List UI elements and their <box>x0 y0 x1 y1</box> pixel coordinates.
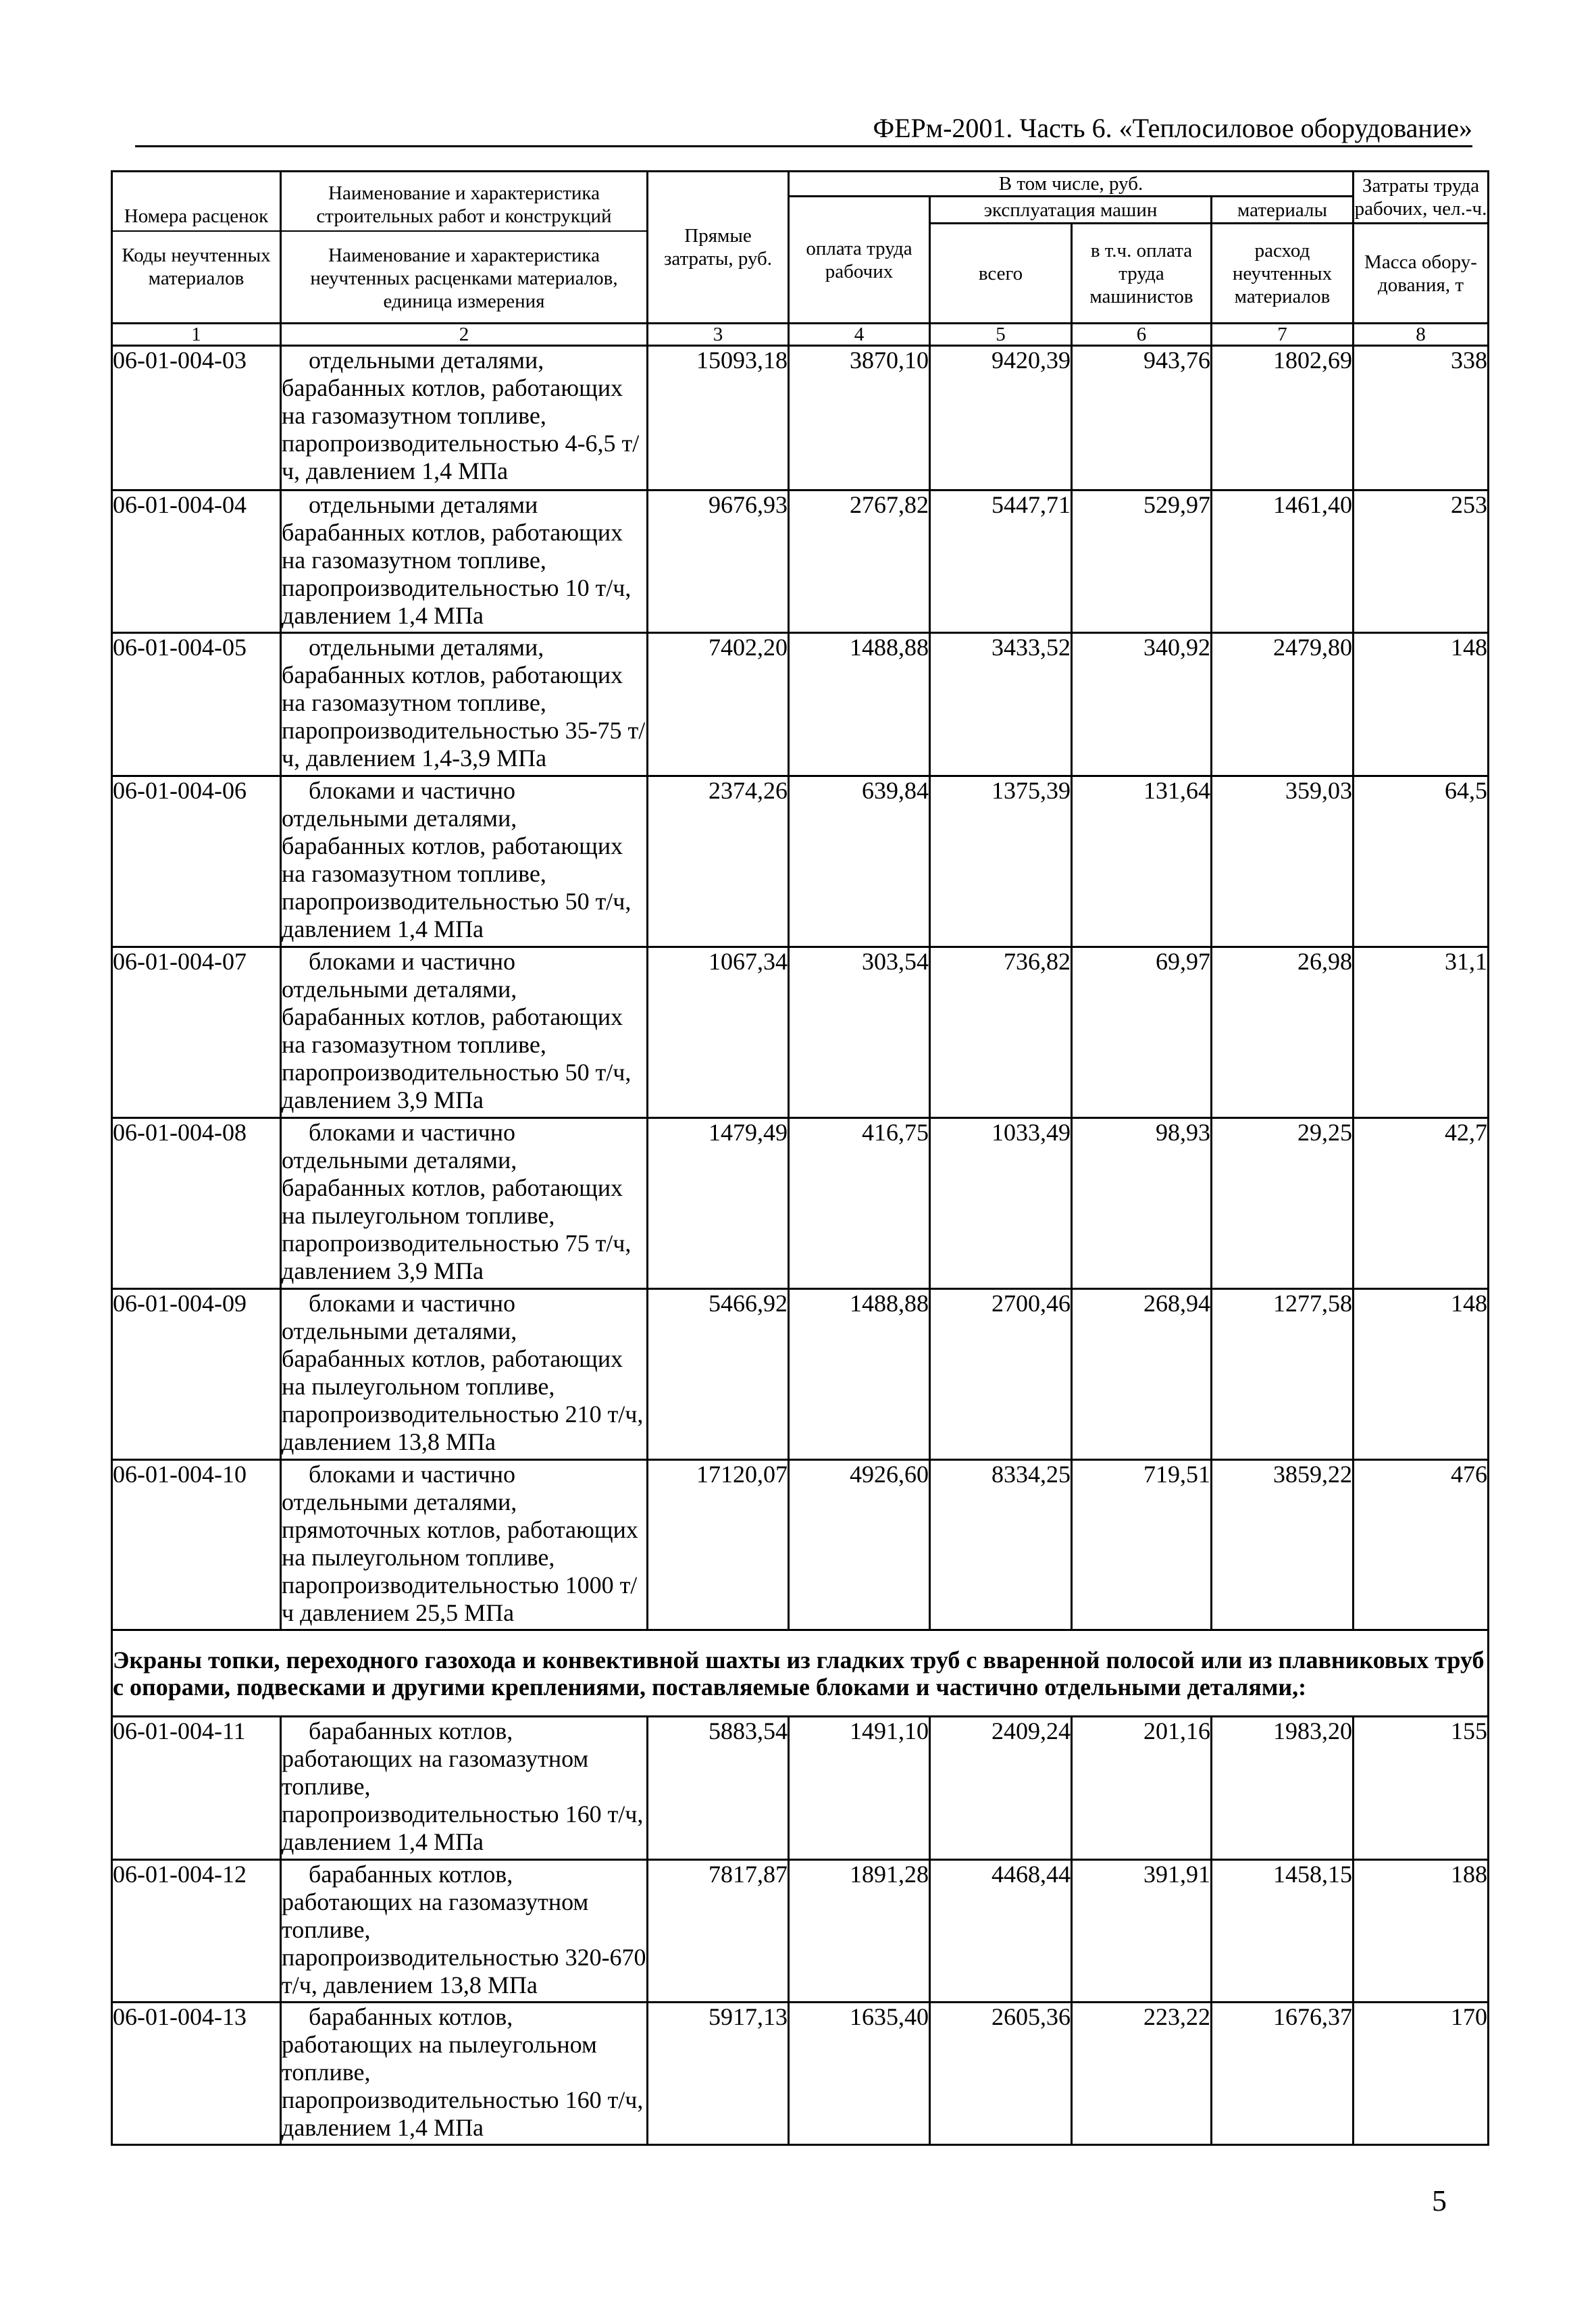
wages: 2767,82 <box>789 491 930 633</box>
materials: 3859,22 <box>1212 1460 1354 1630</box>
rate-code: 06-01-004-07 <box>112 947 281 1118</box>
description-rest: отдельными деталями, барабанных котлов, работающих на пылеугольном топливе, паропроизводительностью 75 т/ч, давлением 3,9 МПа <box>282 1147 632 1284</box>
work-description <box>281 1289 648 1460</box>
description-rest: барабанных котлов, работающих на газомазутном топливе, паропроизводительностью 10 т/ч, давлением 1,4 МПа <box>282 519 632 629</box>
machines-total: 736,82 <box>930 947 1072 1118</box>
machines-total: 9420,39 <box>930 346 1072 491</box>
work-description <box>281 2003 648 2145</box>
materials: 26,98 <box>1212 947 1354 1118</box>
header-wages: оплата труда рабочих <box>789 197 930 324</box>
work-description <box>281 776 648 947</box>
materials: 1458,15 <box>1212 1860 1354 2003</box>
rate-code: 06-01-004-06 <box>112 776 281 947</box>
table-row <box>112 776 1489 947</box>
machines-total: 2700,46 <box>930 1289 1072 1460</box>
rate-code: 06-01-004-03 <box>112 346 281 491</box>
labor-costs: 476 <box>1354 1460 1489 1630</box>
wages: 1635,40 <box>789 2003 930 2145</box>
col-number: 2 <box>281 324 648 346</box>
labor-costs: 148 <box>1354 633 1489 776</box>
wages: 4926,60 <box>789 1460 930 1630</box>
labor-costs: 42,7 <box>1354 1118 1489 1289</box>
col-number: 7 <box>1212 324 1354 346</box>
header-col2-top: Наименование и характеристика строительных работ и конструкций <box>282 182 646 232</box>
header-equipment-mass: Масса обору-дования, т <box>1354 224 1489 324</box>
description-rest: работающих на пылеугольном топливе, паропроизводительностью 160 т/ч, давлением 1,4 МПа <box>282 2031 644 2141</box>
col-number: 3 <box>648 324 789 346</box>
machines-total: 2605,36 <box>930 2003 1072 2145</box>
machinists-wages: 98,93 <box>1072 1118 1212 1289</box>
table-row <box>112 1118 1489 1289</box>
direct-costs: 7817,87 <box>648 1860 789 2003</box>
rate-code: 06-01-004-05 <box>112 633 281 776</box>
labor-costs: 64,5 <box>1354 776 1489 947</box>
machines-total: 1033,49 <box>930 1118 1072 1289</box>
direct-costs: 1479,49 <box>648 1118 789 1289</box>
col-number: 4 <box>789 324 930 346</box>
work-description <box>281 1717 648 1860</box>
header-col1-top: Номера расценок <box>113 205 280 232</box>
table-row <box>112 1460 1489 1630</box>
rate-code: 06-01-004-04 <box>112 491 281 633</box>
wages: 1488,88 <box>789 1289 930 1460</box>
materials: 2479,80 <box>1212 633 1354 776</box>
header-materials-group: материалы <box>1212 197 1354 224</box>
labor-costs: 338 <box>1354 346 1489 491</box>
work-description <box>281 1460 648 1630</box>
table-row <box>112 1289 1489 1460</box>
machinists-wages: 529,97 <box>1072 491 1212 633</box>
rates-table <box>111 170 1489 2146</box>
description-rest: барабанных котлов, работающих на газомазутном топливе, паропроизводительностью 35-75 т/ч, давлением 1,4-3,9 МПа <box>282 661 646 772</box>
machines-total: 5447,71 <box>930 491 1072 633</box>
work-description <box>281 947 648 1118</box>
work-description <box>281 633 648 776</box>
table-row <box>112 1717 1489 1860</box>
labor-costs: 253 <box>1354 491 1489 633</box>
table-row <box>112 346 1489 491</box>
page-header: ФЕРм-2001. Часть 6. «Теплосиловое оборудование» <box>873 113 1472 143</box>
wages: 3870,10 <box>789 346 930 491</box>
machinists-wages: 391,91 <box>1072 1860 1212 2003</box>
header-including: В том числе, руб. <box>789 172 1354 197</box>
rate-code: 06-01-004-13 <box>112 2003 281 2145</box>
wages: 1491,10 <box>789 1717 930 1860</box>
description-rest: барабанных котлов, работающих на газомазутном топливе, паропроизводительностью 4-6,5 т/ч, давлением 1,4 МПа <box>282 374 640 484</box>
materials: 1802,69 <box>1212 346 1354 491</box>
description-rest: отдельными деталями, прямоточных котлов, работающих на пылеугольном топливе, паропроизводительностью 1000 т/ч давлением 25,5 МПа <box>282 1488 638 1626</box>
description-rest: отдельными деталями, барабанных котлов, работающих на газомазутном топливе, паропроизводительностью 50 т/ч, давлением 1,4 МПа <box>282 805 632 942</box>
description-first-line: отдельными деталями <box>309 491 538 518</box>
machinists-wages: 223,22 <box>1072 2003 1212 2145</box>
header-machines-group: эксплуатация машин <box>930 197 1212 224</box>
description-rest: работающих на газомазутном топливе, паропроизводительностью 160 т/ч, давлением 1,4 МПа <box>282 1745 644 1855</box>
header-col1-bottom: Коды неучтенных материалов <box>122 245 271 289</box>
table-row <box>112 491 1489 633</box>
labor-costs: 188 <box>1354 1860 1489 2003</box>
machinists-wages: 340,92 <box>1072 633 1212 776</box>
col-number: 5 <box>930 324 1072 346</box>
description-first-line: блоками и частично <box>309 777 516 804</box>
direct-costs: 1067,34 <box>648 947 789 1118</box>
work-description <box>281 491 648 633</box>
description-rest: работающих на газомазутном топливе, паропроизводительностью 320-670 т/ч, давлением 13,8 МПа <box>282 1888 646 1998</box>
description-first-line: блоками и частично <box>309 1119 516 1146</box>
header-labor-costs: Затраты труда рабочих, чел.-ч. <box>1354 172 1489 224</box>
description-first-line: барабанных котлов, <box>309 1717 513 1744</box>
machines-total: 1375,39 <box>930 776 1072 947</box>
description-first-line: блоками и частично <box>309 948 516 975</box>
wages: 639,84 <box>789 776 930 947</box>
labor-costs: 31,1 <box>1354 947 1489 1118</box>
table-row <box>112 2003 1489 2145</box>
rate-code: 06-01-004-08 <box>112 1118 281 1289</box>
table-row <box>112 1860 1489 2003</box>
table-row <box>112 947 1489 1118</box>
materials: 1983,20 <box>1212 1717 1354 1860</box>
description-first-line: блоками и частично <box>309 1290 516 1317</box>
header-machinists-wages: в т.ч. оплата труда машинистов <box>1072 224 1212 324</box>
section-heading: Экраны топки, переходного газохода и конвективной шахты из гладких труб с вваренной полосой или из плавниковых труб с опорами, подвесками и другими креплениями, поставляемые блоками и частично отдельными деталями,: <box>112 1630 1489 1717</box>
machinists-wages: 69,97 <box>1072 947 1212 1118</box>
description-first-line: отдельными деталями, <box>309 634 544 661</box>
direct-costs: 9676,93 <box>648 491 789 633</box>
direct-costs: 7402,20 <box>648 633 789 776</box>
direct-costs: 2374,26 <box>648 776 789 947</box>
materials: 29,25 <box>1212 1118 1354 1289</box>
rate-code: 06-01-004-11 <box>112 1717 281 1860</box>
direct-costs: 17120,07 <box>648 1460 789 1630</box>
header-materials-consumption: расход неучтенных материалов <box>1212 224 1354 324</box>
direct-costs: 5466,92 <box>648 1289 789 1460</box>
description-first-line: барабанных котлов, <box>309 2003 513 2030</box>
wages: 1488,88 <box>789 633 930 776</box>
work-description <box>281 346 648 491</box>
machines-total: 8334,25 <box>930 1460 1072 1630</box>
description-first-line: блоками и частично <box>309 1461 516 1488</box>
description-rest: отдельными деталями, барабанных котлов, работающих на пылеугольном топливе, паропроизводительностью 210 т/ч, давлением 13,8 МПа <box>282 1317 644 1455</box>
col-number: 1 <box>112 324 281 346</box>
wages: 1891,28 <box>789 1860 930 2003</box>
col-number: 8 <box>1354 324 1489 346</box>
machinists-wages: 131,64 <box>1072 776 1212 947</box>
materials: 1461,40 <box>1212 491 1354 633</box>
description-first-line: барабанных котлов, <box>309 1861 513 1888</box>
col-number: 6 <box>1072 324 1212 346</box>
labor-costs: 155 <box>1354 1717 1489 1860</box>
header-work-name <box>281 172 648 324</box>
machinists-wages: 719,51 <box>1072 1460 1212 1630</box>
work-description <box>281 1118 648 1289</box>
direct-costs: 15093,18 <box>648 346 789 491</box>
column-numbers-row <box>112 324 1489 346</box>
machinists-wages: 943,76 <box>1072 346 1212 491</box>
direct-costs: 5883,54 <box>648 1717 789 1860</box>
rate-code: 06-01-004-12 <box>112 1860 281 2003</box>
rate-code: 06-01-004-10 <box>112 1460 281 1630</box>
description-rest: отдельными деталями, барабанных котлов, работающих на газомазутном топливе, паропроизводительностью 50 т/ч, давлением 3,9 МПа <box>282 976 632 1113</box>
rate-code: 06-01-004-09 <box>112 1289 281 1460</box>
wages: 303,54 <box>789 947 930 1118</box>
header-rate-numbers <box>112 172 281 324</box>
labor-costs: 148 <box>1354 1289 1489 1460</box>
header-machines-total: всего <box>930 224 1072 324</box>
header-rule <box>135 145 1472 147</box>
machinists-wages: 201,16 <box>1072 1717 1212 1860</box>
labor-costs: 170 <box>1354 2003 1489 2145</box>
description-first-line: отдельными деталями, <box>309 347 544 374</box>
machines-total: 2409,24 <box>930 1717 1072 1860</box>
work-description <box>281 1860 648 2003</box>
page-number: 5 <box>1432 2184 1447 2217</box>
machines-total: 4468,44 <box>930 1860 1072 2003</box>
machinists-wages: 268,94 <box>1072 1289 1212 1460</box>
wages: 416,75 <box>789 1118 930 1289</box>
table-row <box>112 633 1489 776</box>
materials: 359,03 <box>1212 776 1354 947</box>
header-direct-costs: Прямые затраты, руб. <box>648 172 789 324</box>
materials: 1676,37 <box>1212 2003 1354 2145</box>
machines-total: 3433,52 <box>930 633 1072 776</box>
direct-costs: 5917,13 <box>648 2003 789 2145</box>
header-col2-bottom: Наименование и характеристика неучтенных расценками материалов, единица измерения <box>310 245 618 312</box>
materials: 1277,58 <box>1212 1289 1354 1460</box>
